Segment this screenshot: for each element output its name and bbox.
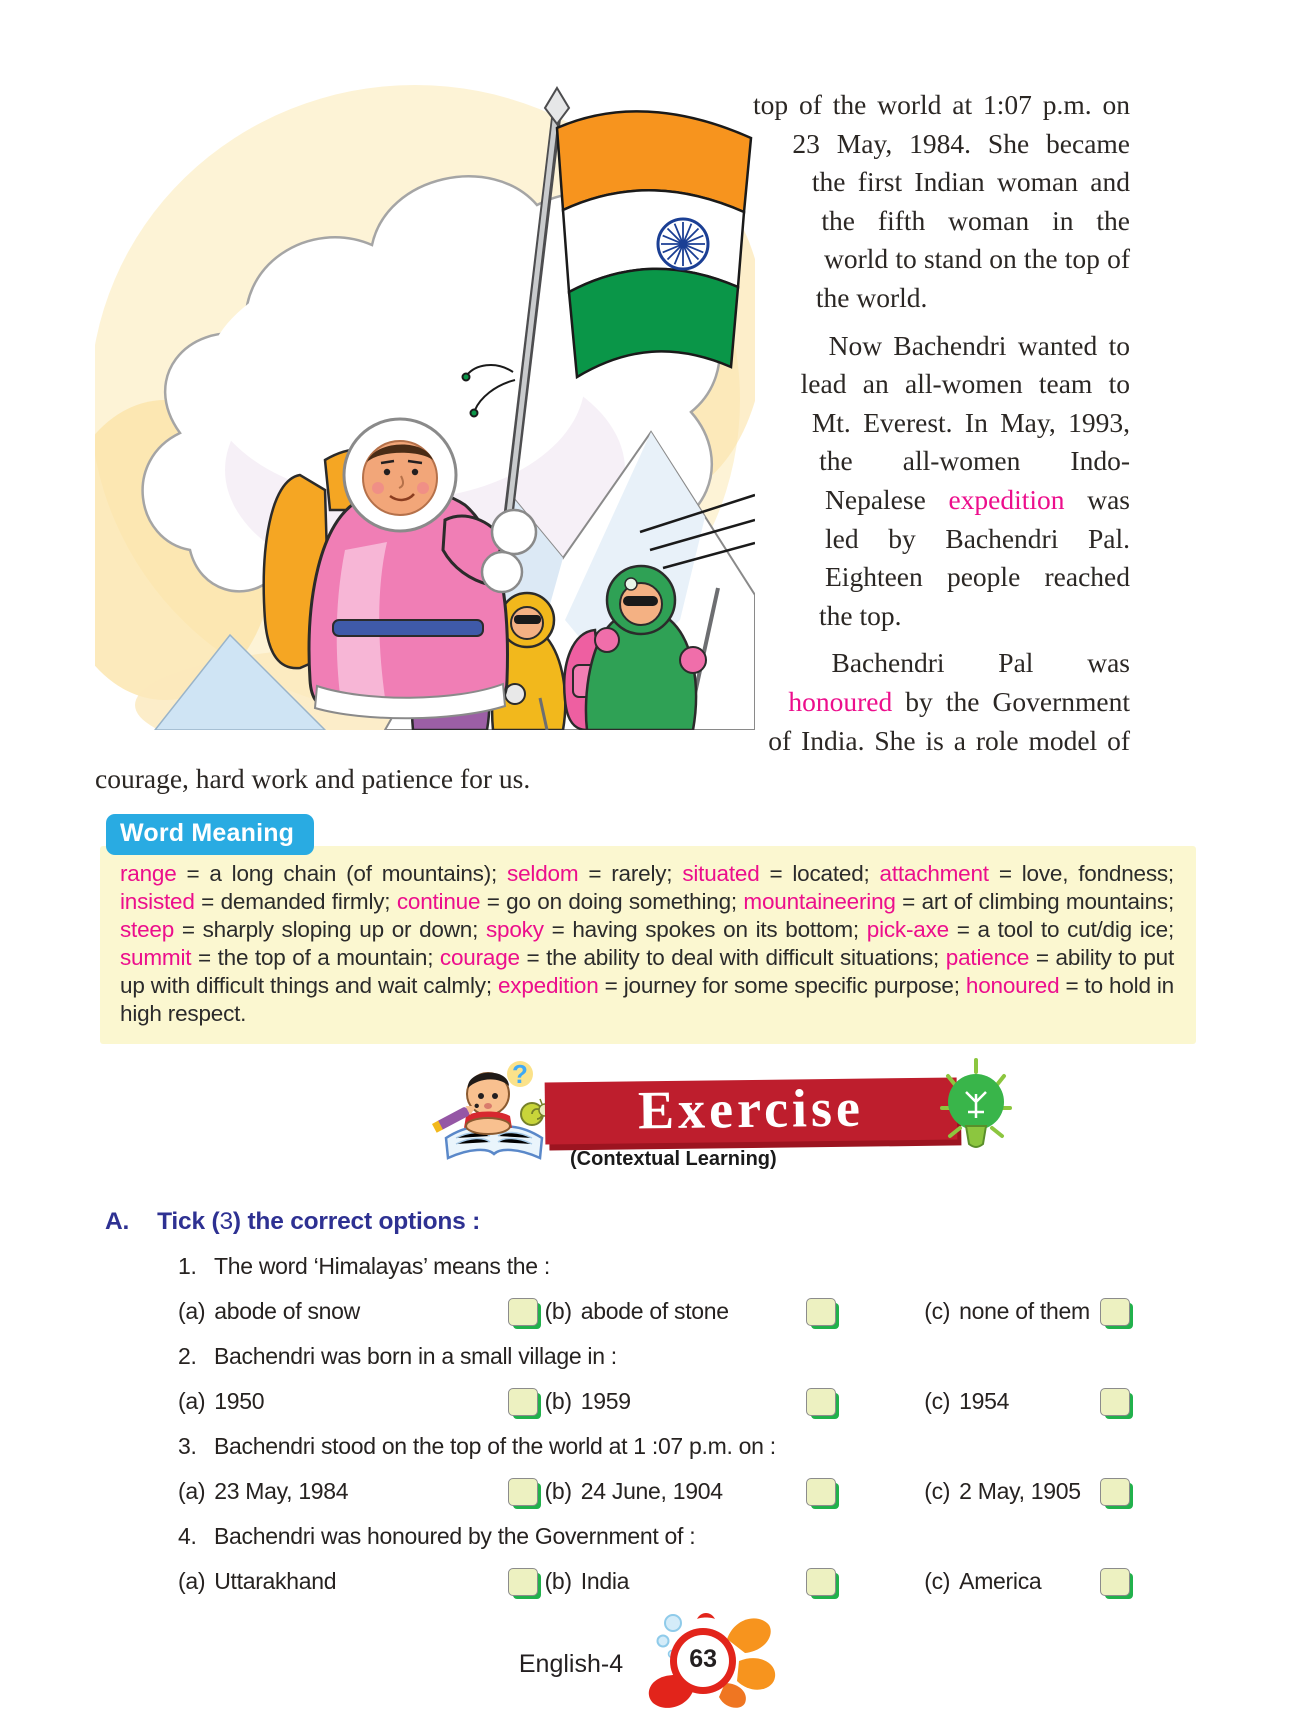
word-meaning-term: spoky [485, 916, 544, 942]
story-section [95, 0, 1130, 799]
option-label: none of them [959, 1298, 1090, 1325]
options-row [178, 1478, 1130, 1506]
options-row [178, 1388, 1130, 1416]
option-key: (c) [924, 1568, 951, 1595]
option-label: Uttarakhand [214, 1568, 337, 1595]
option-checkbox[interactable] [508, 1388, 538, 1416]
option [924, 1298, 1130, 1326]
option-label: 1950 [214, 1388, 265, 1415]
option-key: (c) [924, 1478, 951, 1505]
word-meaning-term: summit [120, 944, 192, 970]
ashoka-chakra-icon [658, 219, 708, 269]
word-meaning-term: honoured [965, 972, 1060, 998]
word-meaning-text: range = a long chain (of mountains); seldom = rarely; situated = located; attachment = love, fondness; insisted = demanded firmly; continue = go on doing something; mountaineering = art of climbing mountains; steep = sharply sloping up or down; spoky = having spokes on its bottom; pick-axe = a tool to cut/dig ice; summit = the top of a mountain; courage = the ability to deal with difficult situations; patience = ability to put up with difficult things and wait calmly; expedition = journey for some specific purpose; honoured = to hold in high respect. [120, 860, 1175, 1026]
option [924, 1568, 1130, 1596]
word-meaning-term: pick-axe [866, 916, 949, 942]
option-label: 1959 [580, 1388, 631, 1415]
option-key: (c) [924, 1388, 951, 1415]
word-meaning-label: Word Meaning [106, 814, 314, 855]
option-key: (b) [544, 1478, 572, 1505]
word-meaning-term: courage [439, 944, 520, 970]
question-text: Bachendri stood on the top of the world at 1 :07 p.m. on : [214, 1432, 776, 1459]
option [545, 1568, 837, 1596]
word-meaning-term: seldom [507, 860, 579, 886]
exercise-banner [545, 1077, 958, 1144]
option-checkbox[interactable] [1100, 1388, 1130, 1416]
question-block [178, 1253, 1130, 1326]
question-block [178, 1523, 1130, 1596]
word-meaning-term: situated [682, 860, 760, 886]
fish-fin [727, 1618, 771, 1653]
word-meaning-term: continue [396, 888, 481, 914]
thinking-boy-mascot-icon [428, 1052, 560, 1175]
option [545, 1298, 837, 1326]
word-meaning-term: insisted [120, 888, 195, 914]
option-checkbox[interactable] [1100, 1478, 1130, 1506]
option-key: (a) [178, 1298, 206, 1325]
option-checkbox[interactable] [806, 1568, 836, 1596]
options-row [178, 1568, 1130, 1596]
page-footer [0, 1606, 1296, 1716]
publisher-fish-logo [627, 1609, 777, 1713]
option-key: (c) [924, 1298, 951, 1325]
option-label: 23 May, 1984 [214, 1478, 349, 1505]
book-title: English-4 [518, 1650, 624, 1679]
story-text: top of the world at 1:07 p.m. on 23 May, 1984. She became the first Indian woman and the fifth woman in the world to stand on the top of the world. Now Bachendri wanted to lead an all-women team to Mt. Everest. In May, 1993, the all-women Indo-Nepalese expedition was led by Bachendri Pal. Eighteen people reached the top. Bachendri Pal was honoured by the Government of India. She is a role model of courage, hard work and patience for us. [95, 89, 1130, 795]
tick-mark-glyph: 3 [219, 1207, 233, 1235]
option-label: 24 June, 1904 [580, 1478, 723, 1505]
option-key: (b) [544, 1298, 572, 1325]
question-mark-icon: ? [512, 1058, 528, 1089]
word-meaning-term: range [120, 860, 177, 886]
question-number: 2. [178, 1342, 197, 1369]
exercise-header [0, 1054, 1296, 1182]
section-instruction: Tick (3) the correct options : [157, 1207, 481, 1235]
option-key: (b) [544, 1388, 572, 1415]
option-label: abode of stone [580, 1298, 729, 1325]
option-label: abode of snow [214, 1298, 360, 1325]
options-row [178, 1298, 1130, 1326]
section-a-heading [105, 1208, 1130, 1236]
option [178, 1298, 538, 1326]
option-label: 1954 [959, 1388, 1010, 1415]
option-checkbox[interactable] [1100, 1568, 1130, 1596]
option-checkbox[interactable] [508, 1298, 538, 1326]
word-meaning-term: expedition [497, 972, 599, 998]
page-number-badge: 63 [689, 1644, 718, 1673]
word-meaning-term: mountaineering [743, 888, 896, 914]
question-text: Bachendri was honoured by the Government of : [214, 1522, 696, 1549]
option-label: India [580, 1568, 630, 1595]
question-number: 1. [178, 1252, 197, 1279]
mountaineering-illustration [95, 80, 825, 732]
highlight-word: expedition [948, 483, 1065, 515]
option [178, 1568, 538, 1596]
option-key: (b) [544, 1568, 572, 1595]
option-checkbox[interactable] [1100, 1298, 1130, 1326]
option [924, 1478, 1130, 1506]
word-meaning-term: steep [120, 916, 175, 942]
question-number: 4. [178, 1522, 197, 1549]
section-letter: A. [105, 1207, 130, 1235]
indian-flag-icon [557, 111, 751, 377]
question-text: The word ‘Himalayas’ means the : [214, 1252, 550, 1279]
option [545, 1388, 837, 1416]
question-text: Bachendri was born in a small village in : [214, 1342, 617, 1369]
option [924, 1388, 1130, 1416]
option [545, 1478, 837, 1506]
option-key: (a) [178, 1568, 206, 1595]
bachendri-pal-illustration [95, 80, 755, 730]
question-number: 3. [178, 1432, 197, 1459]
option-key: (a) [178, 1478, 206, 1505]
option-label: America [959, 1568, 1042, 1595]
option [178, 1388, 538, 1416]
word-meaning-term: attachment [879, 860, 989, 886]
word-meaning-term: patience [945, 944, 1030, 970]
word-meaning-box [100, 846, 1196, 1044]
option-checkbox[interactable] [508, 1478, 538, 1506]
option-key: (a) [178, 1388, 206, 1415]
highlight-word: honoured [788, 685, 893, 717]
option-checkbox[interactable] [508, 1568, 538, 1596]
option [178, 1478, 538, 1506]
question-block [178, 1433, 1130, 1506]
option-checkbox[interactable] [806, 1298, 836, 1326]
option-label: 2 May, 1905 [959, 1478, 1081, 1505]
question-block [178, 1343, 1130, 1416]
option-checkbox[interactable] [806, 1478, 836, 1506]
exercise-title: Exercise [637, 1077, 865, 1141]
word-meaning-section [100, 808, 1196, 1044]
exercise-subtitle: (Contextual Learning) [570, 1147, 777, 1170]
questions-list [178, 1253, 1130, 1596]
option-checkbox[interactable] [806, 1388, 836, 1416]
